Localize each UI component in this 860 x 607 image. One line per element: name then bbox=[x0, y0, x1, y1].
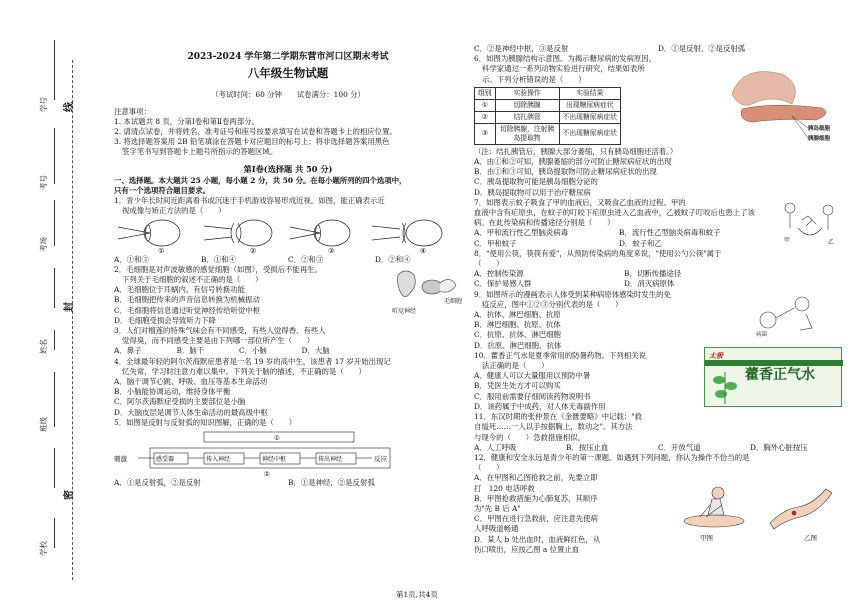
q5-node-efferent: 传出神经 bbox=[318, 456, 343, 464]
margin-mark-secret: 密 bbox=[64, 490, 75, 500]
q11-option-c[interactable]: C．开放气道 bbox=[658, 442, 701, 452]
q5-option-b[interactable]: B．①是神经，②是反射弧 bbox=[288, 478, 375, 488]
binding-dash-line bbox=[72, 60, 73, 580]
q12-option-a[interactable]: A．在甲图和乙图抢救之前，先要立即 bbox=[474, 473, 598, 483]
q6-cell: 切除胰腺，注射胰岛提取物 bbox=[495, 123, 559, 144]
q9-stem: 9．如图所示的漫画表示人体受到某种病原体感染时发生的免 bbox=[474, 289, 671, 299]
q5-option-d[interactable]: D．①是反射，②是反射弧 bbox=[658, 44, 746, 53]
q8-options-ab bbox=[474, 269, 774, 279]
fill-line bbox=[54, 268, 55, 308]
left-column bbox=[114, 52, 462, 488]
q12-option-b[interactable]: B．甲图抢救措施为心肺复苏，其顺序 bbox=[474, 493, 598, 503]
medicine-band bbox=[705, 360, 843, 366]
fill-line bbox=[54, 518, 55, 548]
pancreas-label-acinar: 胰腺细胞 bbox=[808, 136, 831, 143]
q2-option-d[interactable]: D．毛细胞受损会导致听力下降 bbox=[114, 315, 217, 325]
section-instructions-cont: 只有一个选项符合题目要求。 bbox=[114, 186, 211, 196]
q5-node-receptor: 感受器 bbox=[156, 456, 175, 464]
q12-option-c-cont: 人呼吸道畅通 bbox=[474, 524, 519, 534]
q6-table bbox=[474, 87, 621, 145]
q8-option-c[interactable]: C．保护易感人群 bbox=[474, 279, 532, 289]
fill-line bbox=[54, 448, 55, 488]
q5-node-afferent: 传入神经 bbox=[206, 456, 231, 464]
q5-option-a[interactable]: A．①是反射弧，②是反射 bbox=[114, 478, 201, 488]
q7-options-cd bbox=[474, 239, 764, 249]
q5-options bbox=[114, 478, 462, 488]
fill-line bbox=[54, 200, 55, 246]
q10-option-c[interactable]: C．服用前需要仔细阅读药物说明书 bbox=[474, 391, 591, 401]
q6-cell: ② bbox=[475, 111, 496, 123]
margin-label-kaochang: 考场 bbox=[39, 237, 48, 252]
reflex-arc-diagram bbox=[114, 428, 404, 478]
q1-figure bbox=[114, 217, 462, 255]
q9-option-a[interactable]: A．抗体、淋巴细胞、抗原 bbox=[474, 310, 561, 320]
section-title: 第Ⅰ卷(选择题 共 50 分) bbox=[243, 163, 333, 174]
q5-label-1: ① bbox=[274, 434, 280, 443]
q6-note: （注：结扎胰管后，胰腺大部分萎缩，只有胰岛细胞还活着。） bbox=[474, 146, 678, 156]
arm-figure bbox=[764, 479, 838, 543]
q4-option-a[interactable]: A．脑干调节心跳、呼吸、血压等基本生命活动 bbox=[114, 377, 268, 387]
q6-cell: ③ bbox=[475, 123, 496, 144]
immune-label-bacteria: 病菌 bbox=[756, 331, 768, 338]
q9-option-d[interactable]: D．抗原、淋巴细胞、抗体 bbox=[474, 340, 562, 350]
q11-option-d[interactable]: D．胸外心脏按压 bbox=[750, 442, 808, 452]
q7-option-c[interactable]: C．甲和蚊子 bbox=[474, 238, 517, 248]
section-instructions: 一、选择题。本大题共 25 小题，每小题 2 分，共 50 分。在每小题所列的四个选项中， bbox=[114, 175, 407, 185]
mosquito-label-yi: 乙 bbox=[828, 238, 835, 246]
q6-option-b[interactable]: B．由①和③可知，胰岛提取物可防止糖尿病症状的出现 bbox=[474, 167, 657, 177]
q6-option-a[interactable]: A．由①和②可知，胰腺萎缩的部分可防止糖尿病症状的出现 bbox=[474, 157, 672, 167]
q2-option-a[interactable]: A．毛细胞位于耳蜗内，有信号转换功能 bbox=[114, 285, 245, 295]
notes-heading: 注意事项： bbox=[114, 106, 151, 116]
q8-options-cd bbox=[474, 279, 774, 289]
q12-option-d-cont: 伤口喷出，应按乙图 a 位置止血 bbox=[474, 544, 580, 554]
q10-stem-cont: 法正确的是（ ） bbox=[482, 361, 549, 371]
exam-title: 2023-2024 学年第二学期东营市河口区期末考试 bbox=[187, 52, 389, 62]
q10-stem: 10．藿香正气水是夏季常用的防暑药物。下列相关说 bbox=[474, 350, 647, 360]
fill-line bbox=[54, 372, 55, 427]
medicine-box bbox=[704, 347, 842, 407]
margin-label-kaohao: 考号 bbox=[39, 175, 48, 190]
q5-options-cont bbox=[474, 44, 842, 54]
medicine-brand: 太极 bbox=[709, 350, 723, 360]
q7-stem-cont2: 病。在此传染病和传播途径分别是（ ） bbox=[474, 218, 615, 228]
pancreas-label-islet: 胰岛细胞 bbox=[808, 126, 831, 133]
ear-fig-label-hair-cell: 毛细胞 bbox=[443, 297, 462, 305]
note-3-cont: 签字笔书写到答题卡上题号所指示的答题区域。 bbox=[122, 147, 278, 157]
q4-stem: 4．全球最年轻的阿尔茨海默症患者是一名 19 岁的高中生，该患者 17 岁开始出现记 bbox=[114, 356, 391, 366]
q3-option-c[interactable]: C．小脑 bbox=[239, 346, 267, 356]
page-footer: 第1页,共4页 bbox=[396, 590, 438, 599]
q1-stem: 1．青少年长时间近距离看书或沉迷于手机游戏容易形成近视。如图，能正确表示近 bbox=[114, 196, 385, 206]
q11-option-a[interactable]: A．人工呼吸 bbox=[474, 442, 517, 452]
fill-line bbox=[54, 128, 55, 184]
fill-line bbox=[54, 330, 55, 350]
right-column bbox=[474, 44, 842, 555]
q5-stem: 5．如图是反射与反射弧的知识图解，正确的是（ ） bbox=[114, 417, 297, 427]
note-2: 2. 请清点试卷，并将姓名、准考证号和座号按要求填写在试卷和答题卡上的相应位置。 bbox=[114, 127, 397, 137]
ear-figure bbox=[392, 267, 462, 319]
pancreas-figure bbox=[712, 64, 842, 144]
margin-mark-line: 线 bbox=[64, 102, 75, 112]
cpr-figure bbox=[678, 479, 748, 543]
q8-option-a[interactable]: A．控制传染源 bbox=[474, 269, 524, 279]
q5-label-2: ② bbox=[264, 470, 270, 479]
q1-option-c[interactable]: C．②和③ bbox=[288, 254, 324, 264]
q6-th-result: 实验结果 bbox=[559, 87, 620, 99]
q10-option-d[interactable]: D．该药属于中成药，对人体无毒副作用 bbox=[474, 401, 606, 411]
q5-node-response: 反应 bbox=[374, 455, 387, 464]
arm-diagram bbox=[764, 479, 838, 533]
medicine-name: 藿香正气水 bbox=[745, 366, 815, 383]
exam-info: （考试时间：60 分钟 试卷满分：100 分） bbox=[211, 90, 365, 100]
cpr-diagram bbox=[678, 479, 748, 533]
q2-stem: 2．毛细胞是对声波敏感的感觉细胞（如图），受损后不能再生。 bbox=[114, 264, 322, 274]
q9-option-b[interactable]: B．淋巴细胞、抗原、抗体 bbox=[474, 320, 561, 330]
cpr-label: 甲图 bbox=[700, 534, 713, 543]
mosquito-label-jia: 甲 bbox=[784, 236, 791, 244]
q2-stem-cont: 下列关于毛细胞的叙述不正确的是（ ） bbox=[122, 275, 263, 285]
q3-option-a[interactable]: A．鼻子 bbox=[114, 346, 142, 356]
q7-option-a[interactable]: A．甲和流行性乙型脑炎病毒 bbox=[474, 228, 569, 238]
margin-label-name: 姓名 bbox=[39, 339, 48, 354]
q10-option-a[interactable]: A．健康人可以大量服用以预防中暑 bbox=[474, 371, 591, 381]
margin-label-xuehao: 学号 bbox=[39, 97, 48, 112]
q3-stem-cont: 觉得臭，而不同感受主要是由下列哪一部位所产生（ ） bbox=[122, 336, 315, 346]
q4-option-c[interactable]: C．阿尔茨海默症受损的主要部位是小脑 bbox=[114, 397, 246, 407]
q5-option-c[interactable]: C．②是神经中枢，③是反射 bbox=[474, 44, 569, 53]
q8-option-b[interactable]: B．切断传播途径 bbox=[624, 269, 682, 279]
q6-option-d[interactable]: D．胰岛提取物可以用于治疗糖尿病 bbox=[474, 187, 591, 197]
q6-stem-cont2: 示。下列分析错误的是（ ） bbox=[482, 74, 586, 84]
q1-stem-cont: 视成像与矫正方法的是（ ） bbox=[122, 206, 226, 216]
q6-stem-cont: 科学家通过一系列动物实验进行研究，结果如表所 bbox=[482, 64, 645, 74]
q4-option-d[interactable]: D．大脑皮层是调节人体生命活动的最高级中枢 bbox=[114, 407, 268, 417]
q2-option-b[interactable]: B．毛细胞把传来的声音信息转换为机械振动 bbox=[114, 295, 260, 305]
herb-icon bbox=[709, 368, 741, 406]
q3-option-b[interactable]: B．脑干 bbox=[176, 346, 205, 356]
binding-margin bbox=[0, 0, 84, 607]
margin-mark-seal: 封 bbox=[64, 302, 75, 312]
q4-option-b[interactable]: B．小脑能协调运动，维持身体平衡 bbox=[114, 387, 231, 397]
note-3: 3. 将选择题答案用 2B 铅笔填涂在答题卡对应题目的标号上；将非选择题答案用黑色 bbox=[114, 137, 390, 147]
q9-stem-cont: 疫反应，图中①②③分别代表的是（ ） bbox=[482, 299, 623, 309]
q11-option-b[interactable]: B．按压止血 bbox=[566, 442, 609, 452]
q12-option-c[interactable]: C．甲图在进行急救前，应注意先使病 bbox=[474, 514, 598, 524]
q6-cell: 不出现糖尿病症状 bbox=[559, 111, 620, 123]
q6-option-c[interactable]: C．胰岛提取物可能是胰岛细胞分泌的 bbox=[474, 177, 598, 187]
q6-cell: 切除胰腺 bbox=[495, 99, 559, 111]
q1-fig-label-4: ④ bbox=[420, 246, 427, 255]
exam-subtitle: 八年级生物试题 bbox=[247, 66, 329, 81]
q7-stem: 7．如图表示蚊子吸食了甲的血液后，又吸食乙血液的过程。甲的 bbox=[474, 197, 686, 207]
q1-options bbox=[114, 255, 462, 265]
q12-option-b-cont: 为"先 B 后 A" bbox=[474, 503, 521, 513]
q6-cell: 出现糖尿病症状 bbox=[559, 99, 620, 111]
q11-stem-cont2: 与现今的（ ）急救措施相似。 bbox=[474, 432, 585, 442]
q1-option-a[interactable]: A．①和③ bbox=[114, 254, 149, 264]
q12-option-a-cont: 打 120 电话呼救 bbox=[474, 483, 535, 493]
fill-line bbox=[54, 40, 55, 100]
q12-stem: 12．健康和安全永远是青少年的第一课题。如遇到下列问题，你认为操作不恰当的是 bbox=[474, 452, 750, 462]
q2-option-c[interactable]: C．毛细胞将信息通过听觉神经传给听觉中枢 bbox=[114, 305, 261, 315]
q5-node-center: 神经中枢 bbox=[262, 456, 287, 464]
q7-options-ab bbox=[474, 228, 764, 238]
q3-option-d[interactable]: D．大脑 bbox=[301, 346, 330, 356]
q7-option-b[interactable]: B．流行性乙型脑炎病毒和蚊子 bbox=[619, 228, 721, 238]
q12-stem-cont: （ ） bbox=[474, 463, 504, 473]
q1-option-b[interactable]: B．①和④ bbox=[201, 254, 236, 264]
q6-cell: 结扎胰管 bbox=[495, 111, 559, 123]
q11-stem-cont: 自缢死……一人以手按据胸上，数动之"。其方法 bbox=[474, 422, 633, 432]
q1-option-d[interactable]: D．②和④ bbox=[375, 254, 411, 264]
q5-figure bbox=[114, 428, 462, 478]
q4-stem-cont: 忆失常，学习时注意力难以集中。下列关于脑的描述，不正确的是（ ） bbox=[122, 366, 366, 376]
q1-fig-label-1: ① bbox=[158, 246, 165, 255]
q7-option-d[interactable]: D．蚊子和乙 bbox=[619, 238, 662, 248]
arm-label: 乙图 bbox=[804, 534, 817, 543]
q8-stem-cont: （ ） bbox=[474, 259, 504, 269]
q1-fig-label-2: ② bbox=[250, 246, 257, 255]
mosquito-figure bbox=[778, 198, 842, 248]
q7-stem-cont: 血液中含有疟原虫，在蚊子的叮咬下疟原虫进入乙血液中，乙被蚊子叮咬后也患上了该 bbox=[474, 208, 755, 218]
q11-stem: 11．东汉时期的张仲景在《金匮要略》中记载："救 bbox=[474, 412, 643, 422]
margin-label-class: 班级 bbox=[39, 417, 48, 432]
q3-stem: 3．人们对榴莲的特殊气味会有不同感受，有些人觉得香、有些人 bbox=[114, 326, 326, 336]
q6-th-op: 实验操作 bbox=[495, 87, 559, 99]
q12-option-d[interactable]: D．某人 b 处出血时，血液鲜红色，从 bbox=[474, 534, 601, 544]
margin-label-school: 学校 bbox=[39, 541, 48, 556]
ear-fig-label-nerve: 听觉神经 bbox=[392, 307, 417, 315]
q6-th-group: 组别 bbox=[475, 87, 496, 99]
eye-lens-diagram bbox=[114, 217, 454, 255]
q3-options bbox=[114, 346, 364, 356]
q5-node-stimulus: 刺激 bbox=[114, 455, 127, 464]
q1-fig-label-3: ③ bbox=[328, 246, 335, 255]
q9-option-c[interactable]: C．抗原、抗体、淋巴细胞 bbox=[474, 330, 561, 340]
q6-stem: 6．如图为胰腺结构示意图。为揭示糖尿病的发病原因， bbox=[474, 54, 657, 64]
q6-cell: 不出现糖尿病症状 bbox=[559, 123, 620, 144]
q6-cell: ① bbox=[475, 99, 496, 111]
q8-option-d[interactable]: D．消灭病原体 bbox=[624, 279, 675, 289]
note-1: 1. 本试题共 8 页，分第Ⅰ卷和第Ⅱ卷两部分。 bbox=[114, 116, 259, 126]
q10-option-b[interactable]: B．凭医生处方才可以购买 bbox=[474, 381, 561, 391]
q8-stem: 8．"使用公筷，筷筷有爱"，从预防传染病的角度来说，"使用公勺公筷"属于 bbox=[474, 248, 722, 258]
q11-options bbox=[474, 443, 842, 453]
immune-figure bbox=[752, 290, 822, 338]
